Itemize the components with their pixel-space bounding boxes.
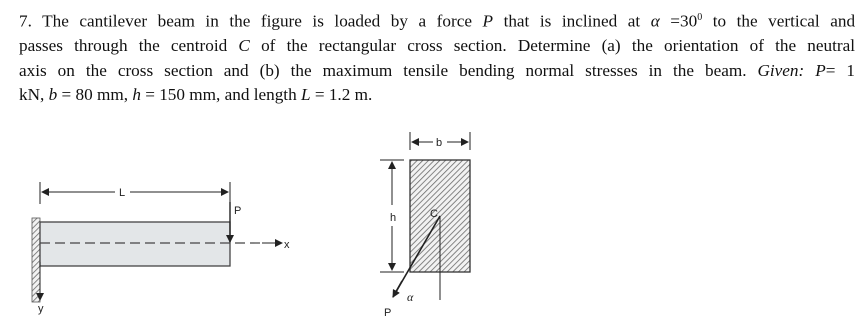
beam-body (40, 222, 230, 266)
text: = 1.2 m. (314, 84, 373, 104)
text: axis on the cross section and (b) the maximum tensile bending normal stresses in the beam. (19, 60, 747, 80)
given-label: Given: (757, 60, 805, 80)
width-label: b (436, 137, 443, 149)
force-arrow (393, 281, 402, 297)
text: passes through the centroid (19, 36, 228, 56)
cross-section (380, 132, 470, 319)
symbol-h: h (132, 84, 141, 104)
load-label: P (234, 205, 242, 217)
text: = 150 mm, and length (145, 84, 297, 104)
text: of the rectangular cross section. Determine (a) the orientation of the neutral (261, 36, 856, 56)
problem-number: 7. (19, 11, 32, 31)
text: kN, (19, 84, 45, 104)
symbol-alpha: α (650, 11, 660, 31)
text: to the vertical and (712, 11, 856, 31)
symbol-P: P (815, 60, 826, 80)
text: The cantilever beam in the figure is loaded by a force (42, 11, 472, 31)
x-axis-label: x (284, 239, 290, 251)
symbol-b: b (48, 84, 58, 104)
symbol-L: L (300, 84, 311, 104)
fixed-support-wall (32, 218, 40, 302)
beam-side-view (32, 182, 290, 315)
angle-label: α (407, 290, 414, 304)
height-label: h (390, 212, 397, 224)
text: that is inclined at (503, 11, 641, 31)
symbol-P: P (482, 11, 494, 31)
centroid-label: C (430, 208, 438, 220)
symbol-C: C (238, 36, 250, 56)
degree-mark: 0 (697, 12, 703, 23)
angle-value: =30 (670, 11, 698, 31)
text: = 80 mm, (61, 84, 129, 104)
length-label: L (119, 187, 126, 199)
y-axis-label: y (38, 303, 44, 315)
force-label: P (384, 307, 392, 319)
text: = 1 (825, 60, 856, 80)
